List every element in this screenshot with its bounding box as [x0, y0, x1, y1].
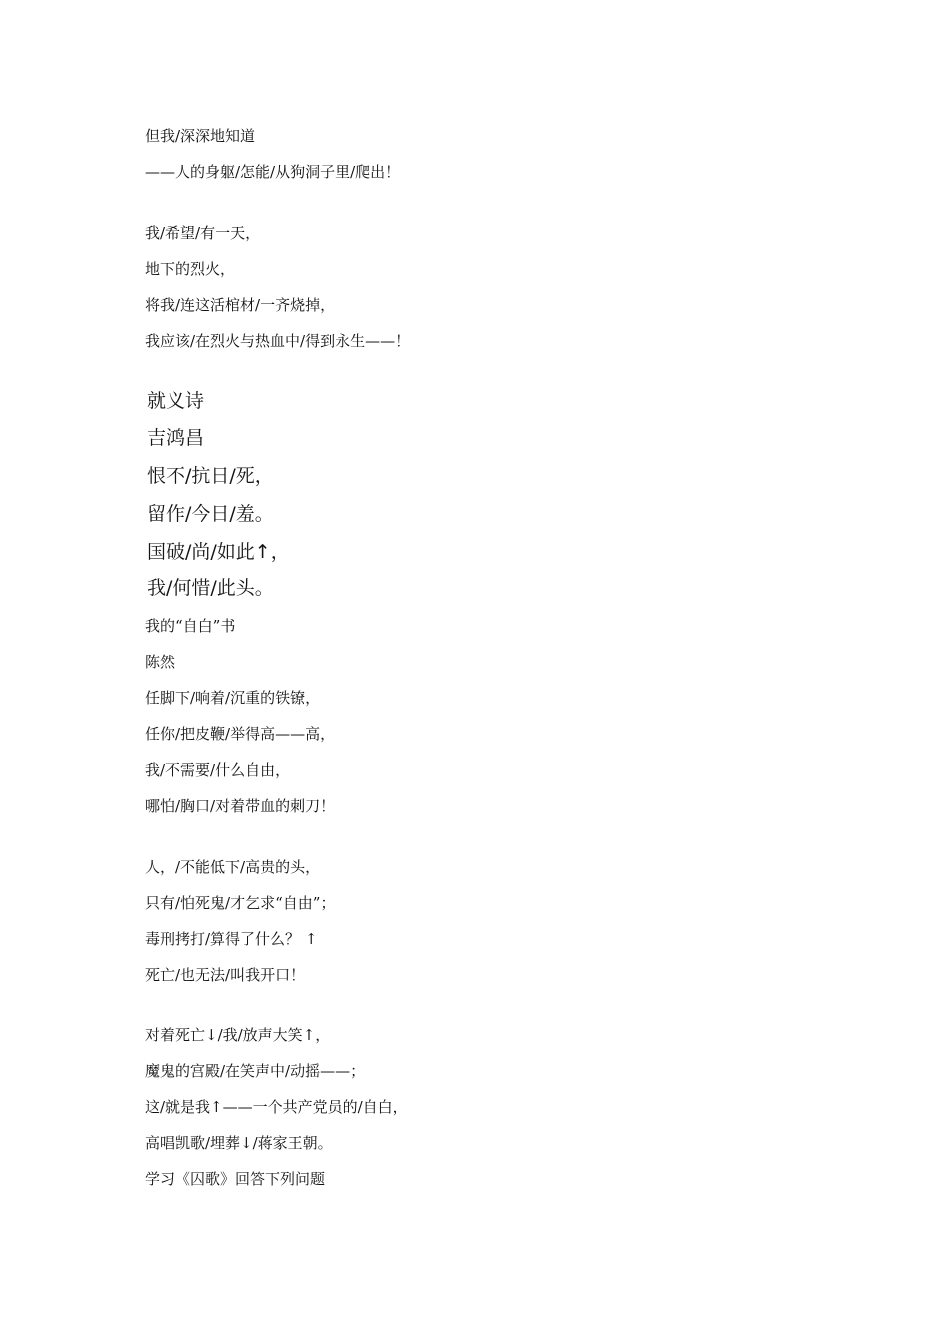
poem-line: 只有/怕死鬼/才乞求“自由”；: [145, 894, 336, 912]
poem-line: 高唱凯歌/埋葬↓/蒋家王朝。: [145, 1134, 333, 1152]
poem-title: 我的“自白”书: [145, 617, 236, 635]
poem-line: 死亡/也无法/叫我开口！: [145, 966, 306, 984]
poem-author: 陈然: [145, 653, 176, 671]
poem-author: 吉鸿昌: [147, 427, 205, 449]
poem-line: 但我/深深地知道: [145, 127, 256, 145]
poem-line: 我/何惜/此头。: [147, 577, 274, 599]
poem-title: 就义诗: [147, 390, 205, 412]
poem-line: 地下的烈火，: [145, 260, 236, 278]
poem-line: 毒刑拷打/算得了什么？ ↑: [145, 930, 318, 948]
poem-line: 对着死亡↓/我/放声大笑↑，: [145, 1026, 331, 1044]
poem-line: 我/希望/有一天，: [145, 224, 261, 242]
poem-line: 国破/尚/如此↑，: [147, 541, 290, 563]
poem-line: 人，/不能低下/高贵的头，: [145, 858, 321, 876]
poem-line: 我应该/在烈火与热血中/得到永生——！: [145, 332, 411, 350]
poem-line: 将我/连这活棺材/一齐烧掉，: [145, 296, 336, 314]
poem-line: 任脚下/响着/沉重的铁镣，: [145, 689, 321, 707]
poem-line: 恨不/抗日/死，: [147, 465, 274, 487]
question-heading: 学习《囚歌》回答下列问题: [145, 1170, 326, 1188]
poem-line: 魔鬼的宫殿/在笑声中/动摇——；: [145, 1062, 366, 1080]
poem-line: ——人的身躯/怎能/从狗洞子里/爬出！: [145, 163, 401, 181]
poem-line: 哪怕/胸口/对着带血的刺刀！: [145, 797, 336, 815]
poem-line: 留作/今日/羞。: [147, 503, 274, 525]
poem-line: 任你/把皮鞭/举得高——高，: [145, 725, 336, 743]
poem-line: 我/不需要/什么自由，: [145, 761, 291, 779]
poem-line: 这/就是我↑——一个共产党员的/自白，: [145, 1098, 408, 1116]
